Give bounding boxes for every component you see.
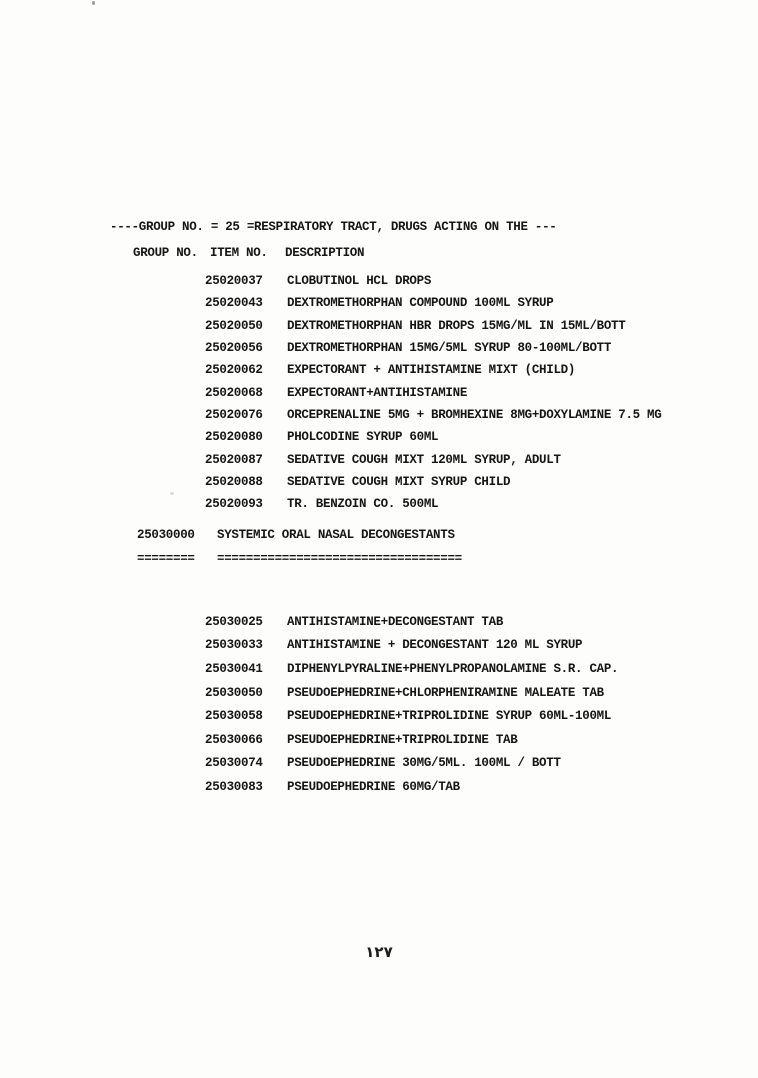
item-code: 25020088 <box>205 474 263 489</box>
item-code: 25020062 <box>205 363 263 378</box>
item-description: DIPHENYLPYRALINE+PHENYLPROPANOLAMINE S.R. CAP. <box>287 661 619 676</box>
item-code: 25020050 <box>205 318 263 333</box>
page-number-arabic-numerals: ١٢٧ <box>365 943 393 961</box>
scan-speck-left-margin <box>170 492 174 495</box>
item-code: 25020056 <box>205 340 263 355</box>
item-description: PSEUDOEPHEDRINE 60MG/TAB <box>287 779 460 794</box>
column-header-item-no: ITEM NO. <box>210 246 268 260</box>
item-code: 25020080 <box>205 429 263 444</box>
item-description: PHOLCODINE SYRUP 60ML <box>287 429 439 444</box>
item-code: 25030041 <box>205 661 263 676</box>
item-description: ANTIHISTAMINE+DECONGESTANT TAB <box>287 614 504 629</box>
section-title: SYSTEMIC ORAL NASAL DECONGESTANTS <box>217 528 455 542</box>
item-description: EXPECTORANT + ANTIHISTAMINE MIXT (CHILD) <box>287 363 576 378</box>
item-description: TR. BENZOIN CO. 500ML <box>287 496 439 511</box>
section-group-code: 25030000 <box>137 528 195 542</box>
item-code: 25030033 <box>205 638 263 653</box>
item-code: 25030050 <box>205 685 263 700</box>
item-description: ANTIHISTAMINE + DECONGESTANT 120 ML SYRUP <box>287 638 583 653</box>
column-header-group-no: GROUP NO. <box>133 246 198 260</box>
item-code: 25020087 <box>205 452 263 467</box>
item-description: SEDATIVE COUGH MIXT 120ML SYRUP, ADULT <box>287 452 561 467</box>
group-header-line: ----GROUP NO. = 25 =RESPIRATORY TRACT, DRUGS ACTING ON THE --- <box>110 220 557 234</box>
item-description: EXPECTORANT+ANTIHISTAMINE <box>287 385 468 400</box>
item-code: 25030066 <box>205 732 263 747</box>
item-code: 25030083 <box>205 779 263 794</box>
item-code: 25030074 <box>205 756 263 771</box>
section-title-underline: ================================== <box>217 552 462 566</box>
item-description: DEXTROMETHORPHAN HBR DROPS 15MG/ML IN 15ML/BOTT <box>287 318 626 333</box>
item-code: 25020076 <box>205 407 263 422</box>
item-description: PSEUDOEPHEDRINE+CHLORPHENIRAMINE MALEATE TAB <box>287 685 604 700</box>
item-description: DEXTROMETHORPHAN 15MG/5ML SYRUP 80-100ML/BOTT <box>287 340 612 355</box>
section-code-underline: ======== <box>137 552 195 566</box>
item-code: 25020093 <box>205 496 263 511</box>
item-description: ORCEPRENALINE 5MG + BROMHEXINE 8MG+DOXYLAMINE 7.5 MG <box>287 407 662 422</box>
item-description: PSEUDOEPHEDRINE+TRIPROLIDINE TAB <box>287 732 518 747</box>
scan-speck-top <box>92 1 95 5</box>
item-code: 25020043 <box>205 296 263 311</box>
item-code: 25020037 <box>205 273 263 288</box>
column-header-description: DESCRIPTION <box>285 246 365 260</box>
item-description: CLOBUTINOL HCL DROPS <box>287 273 432 288</box>
item-description: SEDATIVE COUGH MIXT SYRUP CHILD <box>287 474 511 489</box>
item-description: PSEUDOEPHEDRINE+TRIPROLIDINE SYRUP 60ML-100ML <box>287 708 612 723</box>
item-code: 25030025 <box>205 614 263 629</box>
item-code: 25020068 <box>205 385 263 400</box>
item-description: DEXTROMETHORPHAN COMPOUND 100ML SYRUP <box>287 296 554 311</box>
item-description: PSEUDOEPHEDRINE 30MG/5ML. 100ML / BOTT <box>287 756 561 771</box>
item-code: 25030058 <box>205 708 263 723</box>
